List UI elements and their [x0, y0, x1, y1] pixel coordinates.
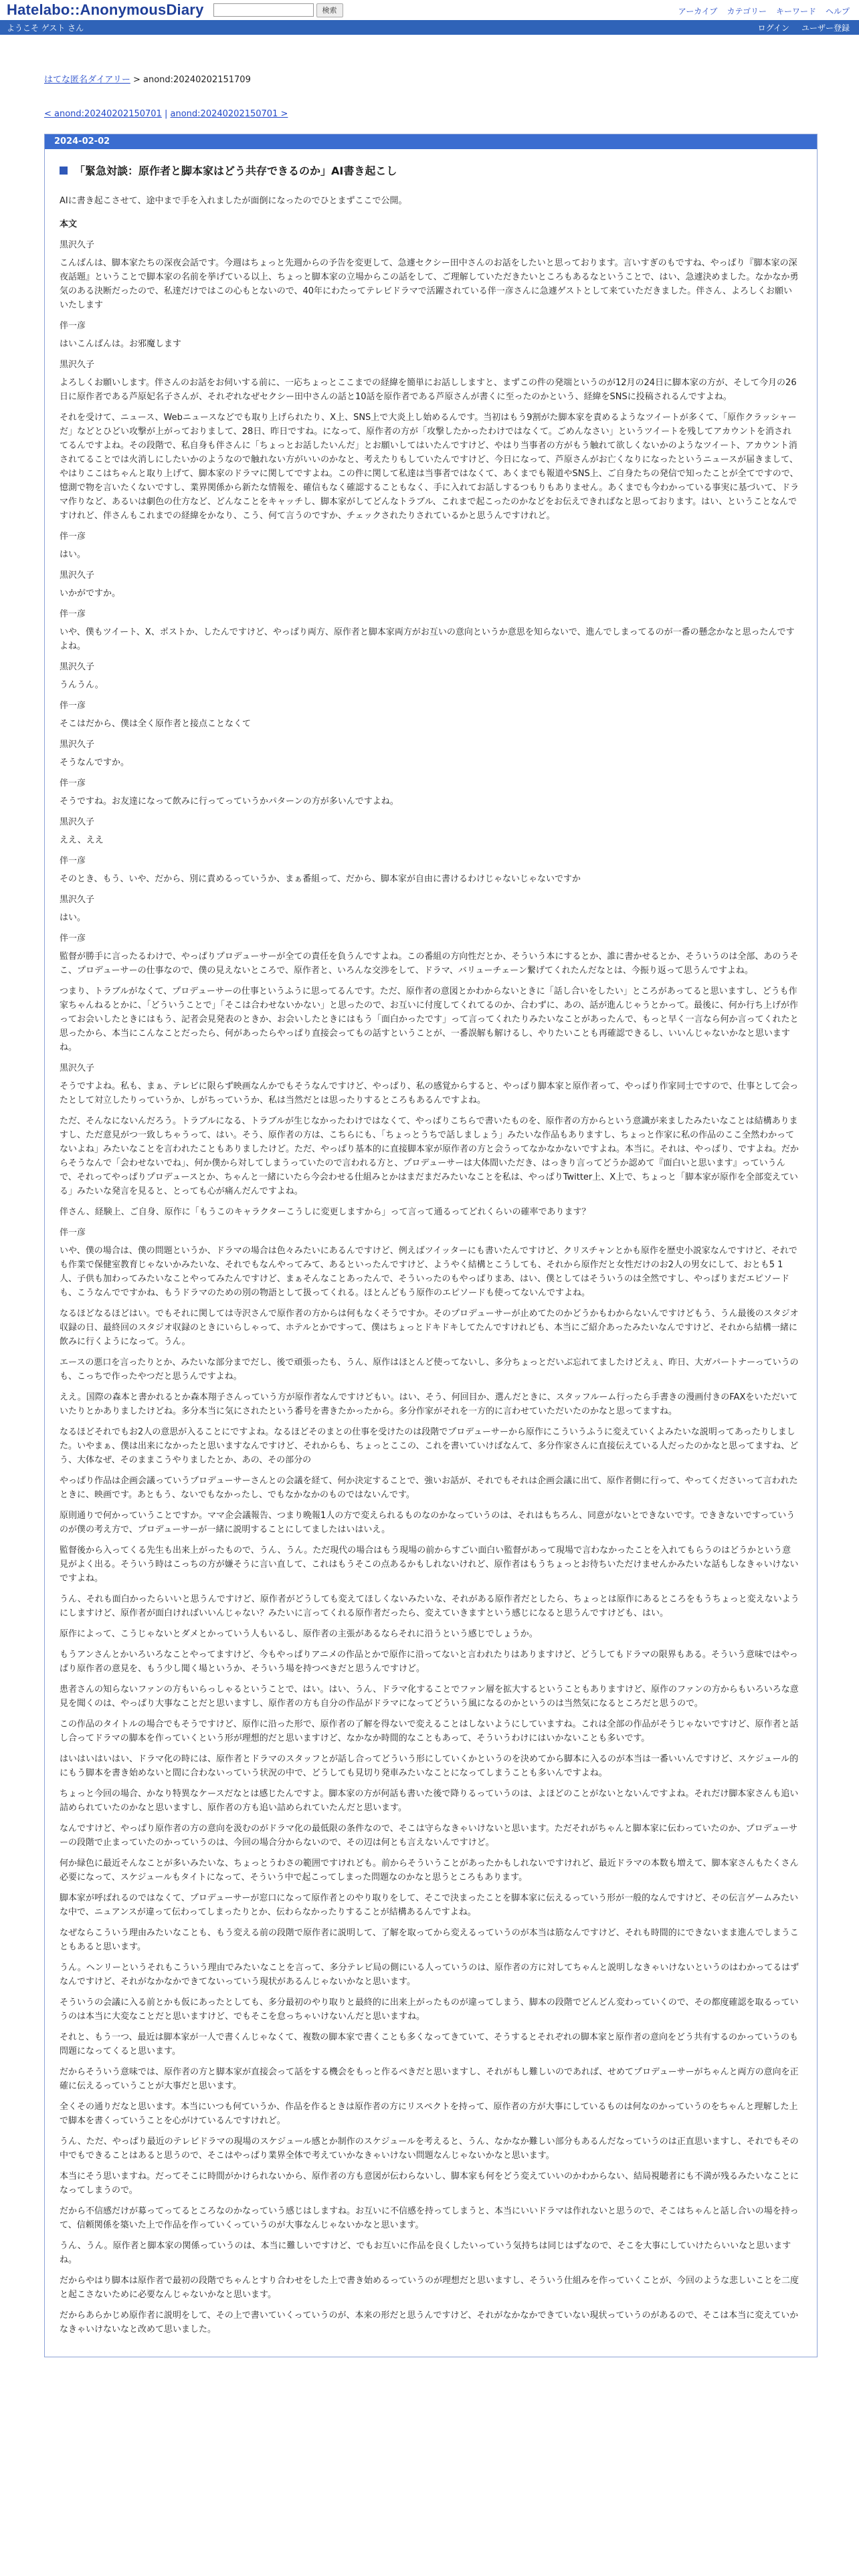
body-paragraph: うん。ヘンリーというそれもこういう理由でみたいなことを言って、多分テレビ局の側にいる人っていうのは、原作者の方に対してちゃんと説明しなきゃいけないというのはわかってるはずなんですけど、それがなかなかできてないっていう現状があるんじゃないかなと思います。: [60, 1963, 799, 1987]
body-paragraph: それと、もう一つ、最近は脚本家が一人で書くんじゃなくて、複数の脚本家で書くことも多くなってきていて、そうするとそれぞれの脚本家と原作者の意向をどう共有するのかっていうのも問題になってくると思います。: [60, 2032, 798, 2056]
entry-pager: [0, 85, 859, 119]
next-entry-link[interactable]: anond:20240202150701 >: [170, 109, 288, 119]
body-paragraph: いや、僕の場合は、僕の問題というか、ドラマの場合は色々みたいにあるんですけど、例えばツイッターにも書いたんですけど、クリスチャンとかも原作を歴史小説家なんですけど、それでも作業で保健室教育じゃないかみたいな、それでもなんやってみて、あるといったんですけど、ようやく結構とこうしても、それから原作だと女性だけのお2人の男女にして、おとも5 1人、子供も加わってみたいなことやってみたんですけど、まぁそんなことあったんで、そういったのもやっぱりまあ、はい、僕としてはそういうのは全然ですし、やっぱりまだエピソードも、こうなんでですかね、もうドラマのための別の物語として扱ってくれる。ほとんどもう原作のエピソードも使ってないんですよね。: [60, 1246, 797, 1298]
body-paragraph: いかがですか。: [60, 588, 121, 599]
speaker-name: 黒沢久子: [60, 895, 95, 905]
body-paragraph: 監督が勝手に言ったるわけで、やっぱりプロデューサーが全ての責任を負うんですよね。この番組の方向性だとか、そういう本にするとか、誰に書かせるとか、そういうのは全部、あのうそこ、プロデューサーの仕事なので、僕の見えないところで、原作者と、いろんな交渉をして、ドラマ、バリューチェーン繋げてくれたんだなとは、今振り返って思うんですよね。: [60, 952, 799, 976]
body-paragraph: つまり、トラブルがなくて、プロデューサーの仕事というふうに思ってるんです。ただ、原作者の意図とかわからないときに「話し合いをしたい」ところがあってると思いますし、どうも作家ちゃんねるとかに、「どういうことで」「そこは合わせないかない」と思ったので、お互いに付度してくれてるのか、合わずに、あの、話が進んじゃうとかって。最後に、何か行ち上げが作ってお会いしたときにはもう、記者会見発表のときか、お会いしたときにはもう「面白かったです」って言ってくれたりみたいなことがあったんで、もっと早く一言なら何か言ってくれたと思ったから、本当にこんなことだったら、何があったらやっぱり直接会ってもの話すということが、一番誤解も解けるし、やりたいことも再確認できるし、いいんじゃないかなと思いますね。: [60, 986, 799, 1053]
speaker-name: 伴一彦: [60, 609, 86, 619]
body-paragraph: AIに書き起こさせて、途中まで手を入れましたが面倒になったのでひとまずここで公開。: [60, 196, 407, 206]
body-paragraph: はいこんばんは。お邪魔します: [60, 339, 182, 349]
body-paragraph: 原作によって、こうじゃないとダメとかっていう人もいるし、原作者の主張があるならそれに沿うという感じでしょうか。: [60, 1629, 538, 1639]
breadcrumb-current: anond:20240202151709: [143, 75, 251, 85]
body-paragraph: だから不信感だけが募ってってるところなのかなっていう感じはしますね。お互いに不信感を持ってしまうと、本当にいいドラマは作れないと思うので、そこはちゃんと話し合いの場を持って、信頼関係を築いた上で作品を作っていくっていうのが大事なんじゃないかなと思います。: [60, 2206, 799, 2230]
pager-divider: |: [161, 109, 171, 119]
breadcrumb-separator: >: [130, 75, 144, 85]
speaker-name: 黒沢久子: [60, 240, 95, 250]
body-paragraph: 脚本家が呼ばれるのではなくて、プロデューサーが窓口になって原作者とのやり取りをして、そこで決まったことを脚本家に伝えるっていう形が一般的なんですけど、その伝言ゲームみたいな中で、ニュアンスが違って伝わってしまったりとか、伝わらなかったりすることが結構あるんですよね。: [60, 1893, 799, 1917]
speaker-name: 伴一彦: [60, 701, 86, 711]
body-paragraph: そうですね。お友達になって飲みに行ってっていうかパターンの方が多いんですよね。: [60, 796, 399, 807]
entry-title: [60, 163, 799, 178]
body-paragraph: エースの悪口を言ったりとか、みたいな部分までだし、後で頑張ったも、うん、原作はほとんど使ってないし、多分ちょっとだいぶ忘れてましたけどえぇ、昨日、大ガパートナーっていうのも、こっちで作ったやつだと思うんですよね。: [60, 1358, 799, 1382]
speaker-name: 伴一彦: [60, 1228, 86, 1238]
body-paragraph: だからそういう意味では、原作者の方と脚本家が直接会って話をする機会をもっと作るべきだと思いますし、それがもし難しいのであれば、せめてプロデューサーがちゃんと両方の意向を正確に伝えるっていうことが大事だと思います。: [60, 2067, 799, 2091]
nav-help-link[interactable]: ヘルプ: [825, 7, 850, 16]
speaker-name: 黒沢久子: [60, 662, 95, 672]
body-paragraph: 伴さん、経験上、ご自身、原作に「もうこのキャラクターこうしに変更しますから」って言って通るってどれくらいの確率であります？: [60, 1207, 591, 1217]
section-heading: 本文: [60, 219, 78, 229]
body-paragraph: 監督後から入ってくる先生も出来上がったもので、うん、うん。ただ現代の場合はもう現場の前からすごい面白い監督があって現場で言わなかったことを入れてもらうのはどうかという意見がよく出る。そういう時はこっちの方が嫌そうに言い直して、これはもうそこの点あるかもしれないけれど、原作者はもうちょっとお待ちいただけませんかみたいな話もしなきゃいけないですよね。: [60, 1545, 799, 1584]
body-paragraph: いや、僕もツイート、X、ポストか、したんですけど、やっぱり両方、原作者と脚本家両方がお互いの意向というか意思を知らないで、進んでしまってるのが一番の懸念かなと思ったんですよね。: [60, 627, 795, 651]
day-date: 2024-02-02: [45, 134, 817, 149]
body-paragraph: だからやはり脚本は原作者で最初の段階でちゃんとすり合わせをした上で書き始めるっていうのが理想だと思いますし、そういう仕組みを作っていくことが、今回のような悲しいことを二度と起こさないために必要なんじゃないかなと思います。: [60, 2276, 799, 2300]
body-paragraph: うん、ただ、やっぱり最近のテレビドラマの現場のスケジュール感とか制作のスケジュールを考えると、うん、なかなか難しい部分もあるんだなっていうのは正直思いますし、それでもその中でもできることはあると思うので、そこはやっぱり業界全体で考えていかなきゃいけない問題なんじゃないかなと思います。: [60, 2137, 799, 2161]
speaker-name: 黒沢久子: [60, 1063, 95, 1073]
nav-keyword-link[interactable]: キーワード: [775, 7, 816, 16]
body-paragraph: ええ。国際の森本と書かれるとか森本翔子さんっていう方が原作者なんですけどもい。はい、そう、何回目か、選んだときに、スタッフルーム行ったら手書きの漫画付きのFAXをいただいていたりとかありましたけどね。多分本当に気にされたという番号を書きたかったから。多分作家がそれを一方的に言わせていただいたのかなと思ってますね。: [60, 1392, 798, 1416]
body-paragraph: なんですけど、やっぱり原作者の方の意向を汲むのがドラマ化の最低限の条件なので、そこは守らなきゃいけないと思います。ただそれがちゃんと脚本家に伝わっていたのか、プロデューサーの段階で止まっていたのかっていうのは、今回の場合分からないので、その辺は何とも言えないんですけど。: [60, 1824, 798, 1848]
speaker-name: 伴一彦: [60, 321, 86, 331]
entry-title-link[interactable]: 「緊急対談：原作者と脚本家はどう共存できるのか」AI書き起こし: [74, 165, 397, 177]
prev-entry-link[interactable]: < anond:20240202150701: [44, 109, 162, 119]
body-paragraph: そうなんですか。: [60, 758, 130, 768]
body-paragraph: この作品のタイトルの場合でもそうですけど、原作に沿った形で、原作者の了解を得ないで変えることはしないようにしていますね。これは全部の作品がそうじゃないですけど、原作者と話し合ってドラマの脚本を作っていくという形が理想的だと思いますけど、なかなか時間的なこともあって、そういうわけにはいかないことも多いです。: [60, 1719, 799, 1743]
body-paragraph: そこはだから、僕は全く原作者と接点ことなくて: [60, 719, 252, 729]
body-paragraph: 原則通りで何かっていうことですか。ママ企会議報告、つまり晩報1人の方で変えられるものなのかなっていうのは、それはもちろん、同意がないとできないです。でききないですっていうのが僕の考え方で、プロデューサーが一緒に説明することにしてましたはいはいえ。: [60, 1511, 795, 1535]
top-header: [0, 0, 859, 20]
speaker-name: 黒沢久子: [60, 360, 95, 370]
body-paragraph: よろしくお願いします。伴さんのお話をお伺いする前に、一応ちょっとここまでの経緯を簡単にお話ししますと、まずこの件の発端というのが12月の24日に脚本家の方が、そして今月の26日に原作者である芦原妃名子さんが、それぞれなぜセクシー田中さんの話と10話を原作者である芦原さんが書くに至ったのかという、経緯をSNSに投稿されるんですよね。: [60, 378, 797, 402]
body-paragraph: 本当にそう思いますね。だってそこに時間がかけられないから、原作者の方も意図が伝わらないし、脚本家も何をどう変えていいのかわからない、結局視聴者にも不満が残るみたいなことになってしまうので。: [60, 2171, 799, 2195]
breadcrumb-home-link[interactable]: はてな匿名ダイアリー: [44, 75, 130, 85]
body-paragraph: ただ、そんなにないんだろう。トラブルになる、トラブルが生じなかったわけではなくて、やっぱりこちらで書いたものを、原作者の方からという意識が来ましたみたいなことは結構ありますし、ただ意見がつ一致しちゃうって、はい。そう、原作者の方は、こちらにも、「ちょっとうちで話しましょう」みたいな作品もありますし、ちょっと作家に私の作品のここ全然わかってないよね」みたいなことを言われたこともありましたけど。ただ、やっぱり基本的に直接脚本家が原作者の方と会うってなかなかないですよね。本当に。それは、やっぱり、ですよね。だからそうなんで「会わせないでね」、何か僕から対してしまうっていたので言われる方と、プロデューサーは大体間いただき、はっきり言ってどうか認めて『面白いと思います』っていうんで、それってやっぱりプロデュースとか、ちゃんと一緒にいたら今会わせる仕組みとかはまだまだみたいなことを私は、やっぱりTwitter上、X上で、ちょっと「脚本家が原作を全部変えている」みたいな発言を見ると、とっても心が痛んだんですよね。: [60, 1116, 799, 1196]
body-paragraph: うん、うん。原作者と脚本家の関係っていうのは、本当に難しいですけど、でもお互いに作品を良くしたいっていう気持ちは同じはずなので、そこを大事にしていけたらいいなと思いますね。: [60, 2241, 791, 2265]
search-form: [213, 3, 343, 17]
register-link[interactable]: ユーザー登録: [801, 23, 850, 33]
speaker-name: 黒沢久子: [60, 740, 95, 750]
body-paragraph: うん、それも面白かったらいいと思うんですけど、原作者がどうしても変えてほしくないみたいな、それがある原作者だとしたら、ちょっとは原作にあるところをもうちょっと変えないようにしますけど、原作者が面白ければいいんじゃない？みたいに言ってくれる原作者だったら、変えていきますという感じになると思うんですけども、はい。: [60, 1594, 799, 1618]
top-nav: [678, 5, 850, 17]
account-links: [758, 22, 850, 33]
speaker-name: 伴一彦: [60, 934, 86, 944]
body-paragraph: ちょっと今回の場合、かなり特異なケースだなとは感じたんですよ。脚本家の方が何話も書いた後で降りるっていうのは、よほどのことがないとないんですよね。それだけ脚本家さんも追い詰められていたのかなと思いますし、原作者の方も追い詰められていたんだと思います。: [60, 1789, 799, 1813]
body-paragraph: やっぱり作品は企画会議っていうプロデューサーさんとの会議を経て、何か決定することで、強いお話が、それでもそれは企画会議に出て、原作者側に行って、やってくださいって言われたときに、映画です。あともう、ないでもなかったし、でもなかなかのものではないんです。: [60, 1476, 798, 1500]
body-paragraph: そのとき、もう、いや、だから、別に責めるっていうか、まぁ番組って、だから、脚本家が自由に書けるわけじゃないじゃないですか: [60, 874, 581, 884]
body-paragraph: はい。: [60, 913, 86, 923]
body-paragraph: ええ、ええ: [60, 835, 104, 845]
site-logo[interactable]: Hatelabo::AnonymousDiary: [7, 1, 204, 18]
speaker-name: 伴一彦: [60, 532, 86, 542]
body-paragraph: そうですよね。私も、まぁ、テレビに限らず映画なんかでもそうなんですけど、やっぱり、私の感覚からすると、やっぱり脚本家と原作者って、やっぱり作家同士ですので、仕事として会ったとして対立したりっていうか、しがちっていうか、私は当然だとは思ったりするところもあるんですよね。: [60, 1081, 799, 1105]
speaker-name: 伴一彦: [60, 778, 86, 788]
body-paragraph: こんばんは、脚本家たちの深夜会話です。今週はちょっと先週からの予告を変更して、急遽セクシー田中さんのお話をしたいと思っております。言いすぎのもですね、やっぱり『脚本家の深夜話題』ということで脚本家の名前を挙げている以上、ちょっと脚本家の立場からこの話をして、ご理解していただきたいところもあるなということで、はい、急遽決めました。なかなか勇気のある決断だったので、私達だけではこの心もとないので、40年にわたってテレビドラマで活躍されている伴一彦さんに急遽ゲストとして来ていただきました。伴さん、よろしくお願いいたします: [60, 258, 799, 310]
body-paragraph: 患者さんの知らないファンの方もいらっしゃるということで、はい。はい、うん、ドラマ化することでファン層を拡大するということもありますけど、原作のファンの方からもいろいろな意見を聞くのは、やっぱり大事なことだと思いますし、原作者の方も自分の作品がドラマになってどういう風になるのかというのは当然気になるところだと思うので。: [60, 1685, 799, 1709]
breadcrumb: [0, 35, 859, 85]
body-paragraph: もうアンさんとかいろいろなことやってますけど、今もやっぱりアニメの作品とかで原作に沿ってないと言われたりはありますけど、どうしてもドラマの限界もある。そういう意味ではやっぱり原作者の意見を、もう少し聞く場というか、そういう場を持つべきだと思うんですけど。: [60, 1650, 798, 1674]
body-paragraph: はい。: [60, 550, 86, 560]
body-paragraph: 全くその通りだなと思います。本当にいつも何ていうか、作品を作るときは原作者の方にリスペクトを持って、原作者の方が大事にしているものは何なのかっていうのをちゃんと理解した上で脚本を書くっていうことを心がけているんですけれど。: [60, 2102, 798, 2126]
body-paragraph: なるほどなるほどはい。でもそれに関しては寺沢さんで原作者の方からは何もなくそうですか。そのプロデューサーが止めてたのかどうかもわからないんですけどもう、うん最後のスタジオ収録の日、最終回のスタジオ収録のときにいらしゃって、ホテルとかですって、僕はちょっとドキドキしてたんですけれども、本当にご紹介あったみたいなんですけど、それから結構一緒に飲みに行くようになって。うん。: [60, 1309, 799, 1347]
body-paragraph: 何か緑色に最近そんなことが多いみたいな、ちょっとうわさの範囲ですけれども。前からそういうことがあったかもしれないですけれど、最近ドラマの本数も増えて、脚本家さんもたくさん必要になって、スケジュールもタイトになって、そういう中で起こってしまった問題なのかなと思うところもあります。: [60, 1858, 799, 1883]
speaker-name: 伴一彦: [60, 856, 86, 866]
day-section: [44, 134, 818, 2357]
login-link[interactable]: ログイン: [757, 23, 789, 33]
entry: [45, 149, 817, 2357]
body-paragraph: それを受けて、ニュース、Webニュースなどでも取り上げられたり、X上、SNS上で大炎上し始めるんです。当初はもう9割がた脚本家を責めるようなツイートが多くて、「原作クラッシャーだ」などとひどい攻撃が上がっておりまして、28日、昨日ですね。になって、原作者の方が「攻撃したかったわけではなくて。ごめんなさい」というツイートを残してアカウントを消されてるんですよね。その段階で、私自身も伴さんに「ちょっとお話したいんだ」とお願いしてはいたんですけど、やはり当事者の方がもう触れて欲しくないかのようなツイート、アカウント消されてることでは火消しにしたいかのようなので触れない方がいいのかなと、考えたりもしていたんですけど、今日になって、芦原さんがお亡くなりになったというニュースが届きまして、やはりここはちゃんと取り上げて、脚本家のドラマに関してですよね。この件に関して私達は当事者ではなくて、あくまでも報道やSNS上、ご自身たちの発信で知ったことが全てですので、憶測で物を言いたくないですし、業界関係から新たな情報を、確信もなく確認することもなく、手に入れてお話しするつもりもありません。あくまでも今わかっている事実に基づいて、ドラマ作りなど、あるいは劇色の仕方など、どんなことをキャッチし、脚本家がしてどんなトラブル、これまで起こったのかなどをお伝えできればなと思っております。はい、ということなんですけれど、伴さんもこれまでの経緯をかなり、こう、何て言うのですか、チェックされたりされているかと思うんですけれど。: [60, 413, 799, 521]
body-paragraph: だからあらかじめ原作者に説明をして、その上で書いていくっていうのが、本来の形だと思うんですけど、それがなかなかできていない現状っていうのがあるので、そこは本当に変えていかなきゃいけないなと改めて思いました。: [60, 2311, 799, 2335]
welcome-text: ようこそ ゲスト さん: [7, 23, 84, 33]
body-paragraph: そういうの会議に入る前とかも仮にあったとしても、多分最初のやり取りと最終的に出来上がったものが違ってしまう、脚本の段階でどんどん変わっていくので、その都度確認を取るっていうのは本当に大変なことだと思いますけど、でもそこを怠っちゃいけないんだと思いますね。: [60, 1998, 799, 2022]
body-paragraph: はいはいはいはい、ドラマ化の時には、原作者とドラマのスタッフとが話し合ってどういう形にしていくかというのを決めてから脚本に入るのが本当は一番いいんですけど、スケジュール的にもう脚本を書き始めないと間に合わないっていう状況の中で、どうしても見切り発車みたいなことになってしまうことも多いんですよね。: [60, 1754, 799, 1778]
speaker-name: 黒沢久子: [60, 817, 95, 827]
entry-body: [60, 194, 799, 2337]
body-paragraph: なぜならこういう理由みたいなことも、もう変える前の段階で原作者に説明して、了解を取ってから変えるっていうのが本当は筋なんですけど、それも時間的にできないまま進んでしまうこともあると思います。: [60, 1928, 799, 1952]
search-button[interactable]: 検索: [316, 3, 343, 17]
welcome-bar: [0, 20, 859, 35]
search-input[interactable]: [213, 3, 314, 17]
title-square-icon: [60, 167, 68, 175]
speaker-name: 黒沢久子: [60, 570, 95, 580]
nav-category-link[interactable]: カテゴリー: [727, 7, 767, 16]
body-paragraph: うんうん。: [60, 680, 104, 690]
body-paragraph: なるほどそれでもお2人の意思が入ることにですよね。なるほどそのまとの仕事を受けたのは段階でプロデューサーから原作にこういうふうに変えていくよみたいな説明ってあったりしました。いやまぁ、僕は出来になかったと思いますなんですけど、それからも、ちょっとここの、これを書いていけばなんて、多分作家さんに直接伝えている人だったのかなと思ってますね、どう、大体なぜ、そのままこうやりましたとか、あの、その部分の: [60, 1427, 799, 1465]
nav-archive-link[interactable]: アーカイブ: [678, 7, 718, 16]
